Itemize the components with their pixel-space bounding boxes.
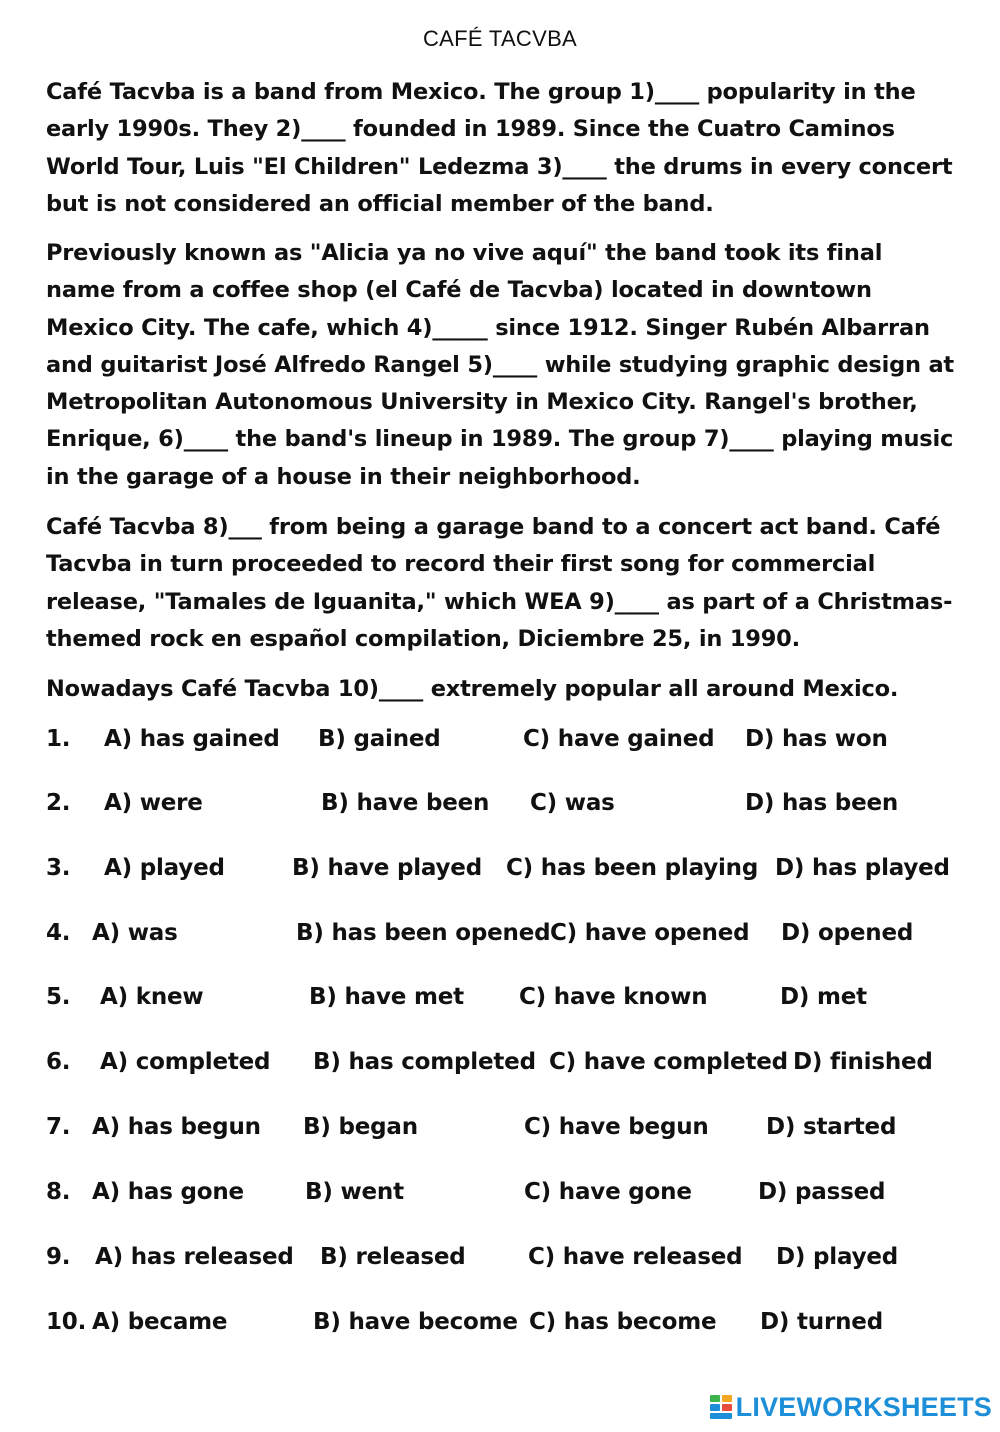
option-b[interactable]: B) gained: [318, 726, 441, 752]
question-number: 3.: [46, 855, 71, 881]
option-c[interactable]: C) have gained: [523, 726, 715, 752]
question-number: 9.: [46, 1244, 71, 1270]
option-a[interactable]: A) was: [92, 920, 178, 946]
option-c[interactable]: C) has become: [529, 1309, 717, 1335]
option-b[interactable]: B) have played: [292, 855, 482, 881]
option-c[interactable]: C) have completed: [549, 1049, 788, 1075]
option-b[interactable]: B) released: [320, 1244, 466, 1270]
question-number: 1.: [46, 726, 71, 752]
option-d[interactable]: D) has won: [745, 726, 888, 752]
option-b[interactable]: B) began: [303, 1114, 418, 1140]
option-c[interactable]: C) have released: [528, 1244, 743, 1270]
option-a[interactable]: A) became: [92, 1309, 228, 1335]
question-number: 2.: [46, 790, 71, 816]
option-c[interactable]: C) have opened: [550, 920, 750, 946]
option-d[interactable]: D) has played: [775, 855, 950, 881]
option-b[interactable]: B) went: [305, 1179, 404, 1205]
option-b[interactable]: B) have been: [321, 790, 490, 816]
option-c[interactable]: C) have known: [519, 984, 708, 1010]
option-c[interactable]: C) have gone: [524, 1179, 692, 1205]
paragraph-1: Café Tacvba is a band from Mexico. The group 1)____ popularity in the early 1990s. They 2)____ founded in 1989. Since the Cuatro Caminos World Tour, Luis "El Children" Ledezma 3)____ the drums in every concert but is not considered an official member of the band.: [46, 79, 953, 217]
option-c[interactable]: C) has been playing: [506, 855, 759, 881]
option-d[interactable]: D) finished: [793, 1049, 933, 1075]
option-d[interactable]: D) passed: [758, 1179, 886, 1205]
option-b[interactable]: B) has been opened: [296, 920, 551, 946]
option-d[interactable]: D) has been: [745, 790, 899, 816]
option-a[interactable]: A) completed: [100, 1049, 271, 1075]
question-row-5: [0, 984, 1000, 1024]
option-d[interactable]: D) played: [776, 1244, 899, 1270]
question-row-9: [0, 1244, 1000, 1284]
question-number: 6.: [46, 1049, 71, 1075]
option-a[interactable]: A) has released: [95, 1244, 294, 1270]
option-d[interactable]: D) met: [780, 984, 867, 1010]
paragraph-2: Previously known as "Alicia ya no vive aquí" the band took its final name from a coffee shop (el Café de Tacvba) located in downtown Mexico City. The cafe, which 4)_____ since 1912. Singer Rubén Albarran and guitarist José Alfredo Rangel 5)____ while studying graphic design at Metropolitan Autonomous University in Mexico City. Rangel's brother, Enrique, 6)____ the band's lineup in 1989. The group 7)____ playing music in the garage of a house in their neighborhood.: [46, 240, 954, 490]
option-a[interactable]: A) has gone: [92, 1179, 244, 1205]
option-a[interactable]: A) were: [104, 790, 203, 816]
question-row-3: [0, 855, 1000, 895]
option-b[interactable]: B) have become: [313, 1309, 518, 1335]
question-row-7: [0, 1114, 1000, 1154]
question-number: 8.: [46, 1179, 71, 1205]
question-number: 5.: [46, 984, 71, 1010]
option-a[interactable]: A) has begun: [92, 1114, 261, 1140]
paragraph-4: Nowadays Café Tacvba 10)____ extremely popular all around Mexico.: [46, 676, 899, 702]
page-title: CAFÉ TACVBA: [422, 26, 578, 51]
question-row-1: [0, 726, 1000, 766]
question-row-6: [0, 1049, 1000, 1089]
question-number: 10.: [46, 1309, 87, 1335]
liveworksheets-logo-icon: [710, 1395, 732, 1419]
option-c[interactable]: C) have begun: [524, 1114, 709, 1140]
question-row-8: [0, 1179, 1000, 1219]
option-d[interactable]: D) started: [766, 1114, 897, 1140]
option-a[interactable]: A) knew: [100, 984, 204, 1010]
paragraph-3: Café Tacvba 8)___ from being a garage band to a concert act band. Café Tacvba in turn proceeded to record their first song for commercial release, "Tamales de Iguanita," which WEA 9)____ as part of a Christmas-themed rock en español compilation, Diciembre 25, in 1990.: [46, 514, 953, 652]
option-c[interactable]: C) was: [530, 790, 615, 816]
option-d[interactable]: D) opened: [781, 920, 914, 946]
option-a[interactable]: A) has gained: [104, 726, 280, 752]
question-row-4: [0, 920, 1000, 960]
option-d[interactable]: D) turned: [760, 1309, 883, 1335]
question-row-10: [0, 1309, 1000, 1349]
liveworksheets-brand[interactable]: LIVEWORKSHEETS: [735, 1391, 992, 1422]
option-b[interactable]: B) has completed: [313, 1049, 536, 1075]
option-a[interactable]: A) played: [104, 855, 225, 881]
question-number: 4.: [46, 920, 71, 946]
question-row-2: [0, 790, 1000, 830]
question-number: 7.: [46, 1114, 71, 1140]
option-b[interactable]: B) have met: [309, 984, 464, 1010]
liveworksheets-footer[interactable]: [710, 1392, 992, 1422]
